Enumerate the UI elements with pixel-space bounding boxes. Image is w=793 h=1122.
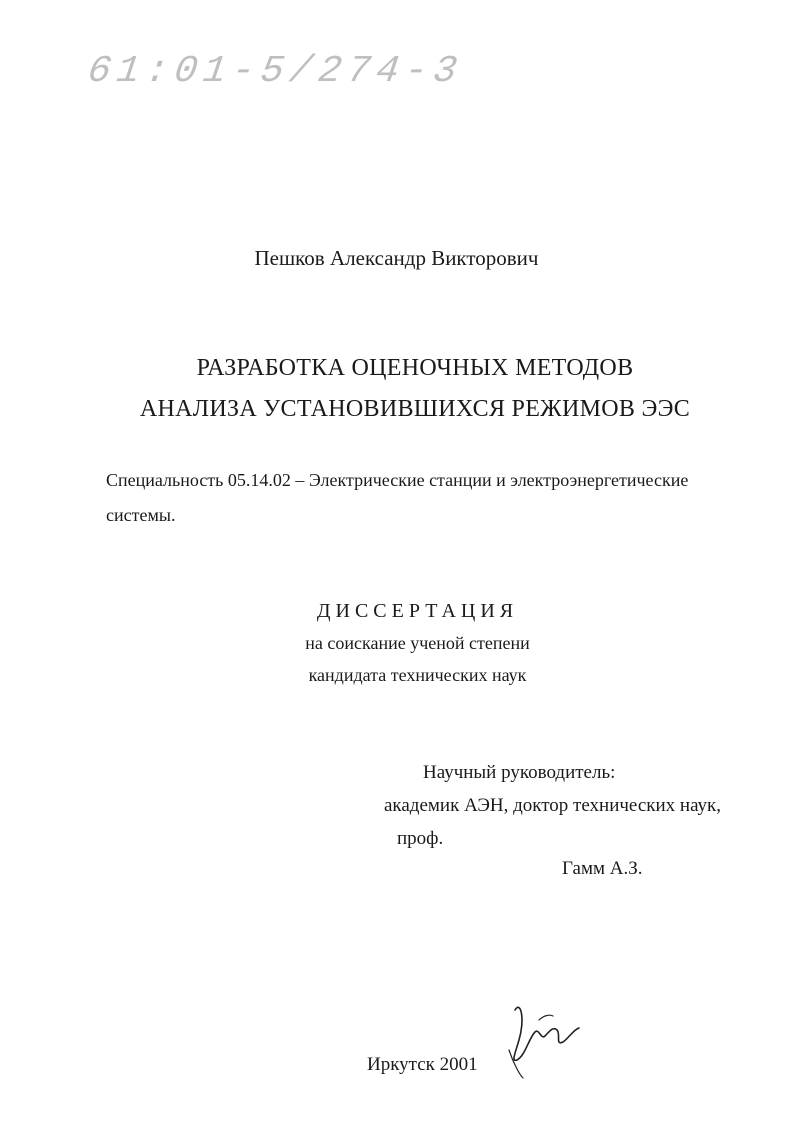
specialty-line-1: Специальность 05.14.02 – Электрические станции и электроэнергетические xyxy=(106,470,689,490)
title-line-1: РАЗРАБОТКА ОЦЕНОЧНЫХ МЕТОДОВ xyxy=(196,355,634,381)
place-year: Иркутск 2001 xyxy=(367,1054,478,1075)
dissertation-heading: ДИССЕРТАЦИЯ xyxy=(316,600,519,622)
archive-stamp: 61:01-5/274-3 xyxy=(84,50,466,93)
supervisor-name: Гамм А.З. xyxy=(562,858,643,879)
handwritten-signature xyxy=(495,990,585,1080)
degree-line-1: на соискание ученой степени xyxy=(305,633,530,653)
title-line-2: АНАЛИЗА УСТАНОВИВШИХСЯ РЕЖИМОВ ЭЭС xyxy=(139,396,691,422)
degree-line-2: кандидата технических наук xyxy=(308,665,527,685)
supervisor-title-line-2: проф. xyxy=(397,828,444,849)
specialty-line-2: системы. xyxy=(106,505,176,525)
supervisor-title-line-1: академик АЭН, доктор технических наук, xyxy=(384,795,722,816)
supervisor-label: Научный руководитель: xyxy=(423,762,616,783)
author-name: Пешков Александр Викторович xyxy=(254,246,539,270)
